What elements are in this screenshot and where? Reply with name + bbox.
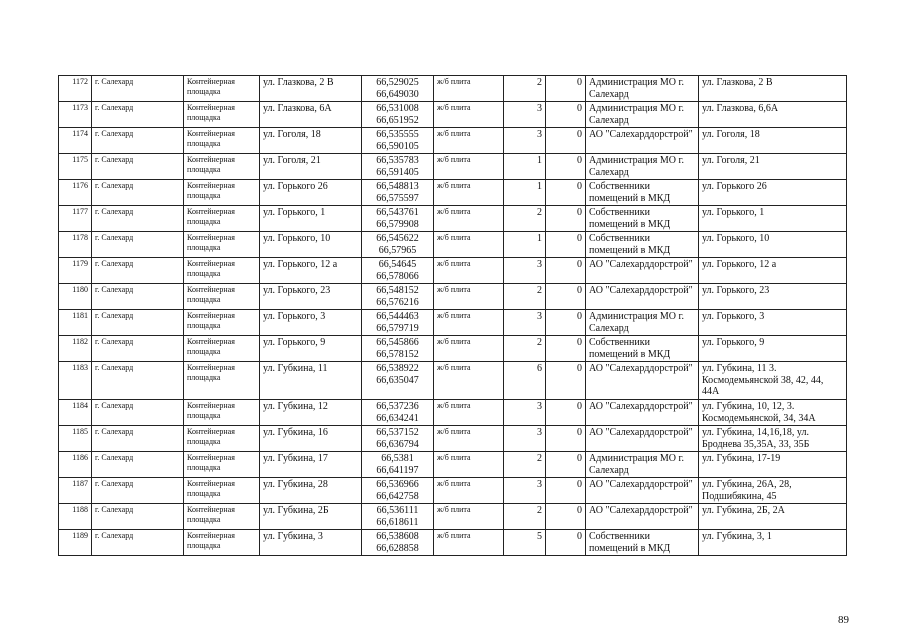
address-cell: ул. Горького, 9 bbox=[260, 336, 362, 362]
coordinate-longitude: 66,642758 bbox=[376, 490, 419, 502]
container-count-cell: 3 bbox=[504, 128, 546, 154]
coordinate-latitude: 66,537236 bbox=[376, 401, 419, 412]
site-type-cell: Контейнерная площадка bbox=[184, 336, 260, 362]
coordinates-cell bbox=[362, 180, 434, 206]
address-cell: ул. Горького, 23 bbox=[260, 284, 362, 310]
site-type-cell: Контейнерная площадка bbox=[184, 478, 260, 504]
registry-table bbox=[58, 75, 847, 556]
coordinates-cell bbox=[362, 206, 434, 232]
row-number: 1183 bbox=[59, 362, 92, 400]
city-cell: г. Салехард bbox=[92, 128, 184, 154]
container-count-cell: 3 bbox=[504, 400, 546, 426]
site-type-cell: Контейнерная площадка bbox=[184, 426, 260, 452]
coordinate-longitude: 66,575597 bbox=[376, 192, 419, 204]
city-cell: г. Салехард bbox=[92, 336, 184, 362]
city-cell: г. Салехард bbox=[92, 452, 184, 478]
owner-cell: Собственники помещений в МКД bbox=[586, 206, 699, 232]
city-cell: г. Салехард bbox=[92, 76, 184, 102]
container-count-cell: 3 bbox=[504, 478, 546, 504]
owner-cell: Собственники помещений в МКД bbox=[586, 336, 699, 362]
coordinates-cell bbox=[362, 452, 434, 478]
served-objects-cell: ул. Глазкова, 6,6А bbox=[699, 102, 847, 128]
city-cell: г. Салехард bbox=[92, 232, 184, 258]
coordinates-cell bbox=[362, 362, 434, 400]
row-number: 1179 bbox=[59, 258, 92, 284]
city-cell: г. Салехард bbox=[92, 284, 184, 310]
surface-cell: ж/б плита bbox=[434, 362, 504, 400]
city-cell: г. Салехард bbox=[92, 154, 184, 180]
address-cell: ул. Губкина, 2Б bbox=[260, 504, 362, 530]
coordinates-cell bbox=[362, 504, 434, 530]
extra-count-cell: 0 bbox=[546, 232, 586, 258]
city-cell: г. Салехард bbox=[92, 478, 184, 504]
table-row bbox=[59, 530, 847, 556]
coordinate-longitude: 66,579719 bbox=[376, 322, 419, 334]
coordinate-latitude: 66,545622 bbox=[376, 233, 419, 244]
owner-cell: АО "Салехарддорстрой" bbox=[586, 284, 699, 310]
owner-cell: Собственники помещений в МКД bbox=[586, 180, 699, 206]
served-objects-cell: ул. Горького, 3 bbox=[699, 310, 847, 336]
coordinate-latitude: 66,548152 bbox=[376, 285, 419, 296]
table-row bbox=[59, 258, 847, 284]
container-count-cell: 1 bbox=[504, 154, 546, 180]
coordinate-longitude: 66,57965 bbox=[378, 244, 417, 256]
coordinate-latitude: 66,529025 bbox=[376, 77, 419, 88]
table-row bbox=[59, 504, 847, 530]
coordinates-cell bbox=[362, 102, 434, 128]
site-type-cell: Контейнерная площадка bbox=[184, 180, 260, 206]
owner-cell: АО "Салехарддорстрой" bbox=[586, 400, 699, 426]
extra-count-cell: 0 bbox=[546, 206, 586, 232]
owner-cell: АО "Салехарддорстрой" bbox=[586, 128, 699, 154]
container-count-cell: 1 bbox=[504, 180, 546, 206]
container-count-cell: 6 bbox=[504, 362, 546, 400]
table-row bbox=[59, 206, 847, 232]
city-cell: г. Салехард bbox=[92, 400, 184, 426]
address-cell: ул. Горького, 1 bbox=[260, 206, 362, 232]
served-objects-cell: ул. Губкина, 3, 1 bbox=[699, 530, 847, 556]
page-number: 89 bbox=[838, 614, 849, 626]
extra-count-cell: 0 bbox=[546, 154, 586, 180]
surface-cell: ж/б плита bbox=[434, 504, 504, 530]
table-row bbox=[59, 310, 847, 336]
coordinate-longitude: 66,651952 bbox=[376, 114, 419, 126]
extra-count-cell: 0 bbox=[546, 76, 586, 102]
surface-cell: ж/б плита bbox=[434, 478, 504, 504]
address-cell: ул. Горького 26 bbox=[260, 180, 362, 206]
address-cell: ул. Горького, 3 bbox=[260, 310, 362, 336]
coordinates-cell bbox=[362, 400, 434, 426]
surface-cell: ж/б плита bbox=[434, 232, 504, 258]
surface-cell: ж/б плита bbox=[434, 530, 504, 556]
site-type-cell: Контейнерная площадка bbox=[184, 76, 260, 102]
owner-cell: Администрация МО г. Салехард bbox=[586, 452, 699, 478]
owner-cell: АО "Салехарддорстрой" bbox=[586, 258, 699, 284]
coordinate-latitude: 66,538922 bbox=[376, 363, 419, 374]
row-number: 1186 bbox=[59, 452, 92, 478]
coordinate-latitude: 66,536111 bbox=[376, 505, 419, 516]
surface-cell: ж/б плита bbox=[434, 310, 504, 336]
address-cell: ул. Горького, 12 а bbox=[260, 258, 362, 284]
coordinate-longitude: 66,636794 bbox=[376, 438, 419, 450]
owner-cell: АО "Салехарддорстрой" bbox=[586, 504, 699, 530]
coordinates-cell bbox=[362, 76, 434, 102]
coordinate-longitude: 66,579908 bbox=[376, 218, 419, 230]
row-number: 1182 bbox=[59, 336, 92, 362]
extra-count-cell: 0 bbox=[546, 102, 586, 128]
address-cell: ул. Губкина, 11 bbox=[260, 362, 362, 400]
site-type-cell: Контейнерная площадка bbox=[184, 530, 260, 556]
site-type-cell: Контейнерная площадка bbox=[184, 504, 260, 530]
site-type-cell: Контейнерная площадка bbox=[184, 128, 260, 154]
row-number: 1185 bbox=[59, 426, 92, 452]
served-objects-cell: ул. Горького, 9 bbox=[699, 336, 847, 362]
surface-cell: ж/б плита bbox=[434, 452, 504, 478]
site-type-cell: Контейнерная площадка bbox=[184, 206, 260, 232]
coordinates-cell bbox=[362, 284, 434, 310]
container-count-cell: 5 bbox=[504, 530, 546, 556]
container-count-cell: 2 bbox=[504, 452, 546, 478]
table-row bbox=[59, 284, 847, 310]
coordinate-longitude: 66,590105 bbox=[376, 140, 419, 152]
extra-count-cell: 0 bbox=[546, 180, 586, 206]
table-row bbox=[59, 426, 847, 452]
coordinate-latitude: 66,545866 bbox=[376, 337, 419, 348]
container-count-cell: 3 bbox=[504, 426, 546, 452]
owner-cell: АО "Салехарддорстрой" bbox=[586, 478, 699, 504]
container-count-cell: 2 bbox=[504, 284, 546, 310]
site-type-cell: Контейнерная площадка bbox=[184, 102, 260, 128]
owner-cell: Собственники помещений в МКД bbox=[586, 232, 699, 258]
extra-count-cell: 0 bbox=[546, 284, 586, 310]
extra-count-cell: 0 bbox=[546, 400, 586, 426]
served-objects-cell: ул. Губкина, 14,16,18, ул. Броднева 35,35А, 33, 35Б bbox=[699, 426, 847, 452]
row-number: 1189 bbox=[59, 530, 92, 556]
city-cell: г. Салехард bbox=[92, 504, 184, 530]
address-cell: ул. Губкина, 17 bbox=[260, 452, 362, 478]
coordinates-cell bbox=[362, 478, 434, 504]
table-row bbox=[59, 154, 847, 180]
owner-cell: Администрация МО г. Салехард bbox=[586, 154, 699, 180]
table-row bbox=[59, 128, 847, 154]
coordinate-latitude: 66,536966 bbox=[376, 479, 419, 490]
extra-count-cell: 0 bbox=[546, 128, 586, 154]
row-number: 1187 bbox=[59, 478, 92, 504]
coordinate-latitude: 66,537152 bbox=[376, 427, 419, 438]
container-count-cell: 2 bbox=[504, 504, 546, 530]
coordinate-longitude: 66,578066 bbox=[376, 270, 419, 282]
site-type-cell: Контейнерная площадка bbox=[184, 232, 260, 258]
surface-cell: ж/б плита bbox=[434, 154, 504, 180]
row-number: 1176 bbox=[59, 180, 92, 206]
owner-cell: Администрация МО г. Салехард bbox=[586, 310, 699, 336]
table-body bbox=[59, 76, 847, 556]
owner-cell: Администрация МО г. Салехард bbox=[586, 102, 699, 128]
served-objects-cell: ул. Горького, 10 bbox=[699, 232, 847, 258]
surface-cell: ж/б плита bbox=[434, 258, 504, 284]
container-count-cell: 2 bbox=[504, 206, 546, 232]
city-cell: г. Салехард bbox=[92, 310, 184, 336]
table-row bbox=[59, 478, 847, 504]
container-count-cell: 1 bbox=[504, 232, 546, 258]
served-objects-cell: ул. Гоголя, 18 bbox=[699, 128, 847, 154]
served-objects-cell: ул. Губкина, 11 3. Космодемьянской 38, 42, 44, 44А bbox=[699, 362, 847, 400]
surface-cell: ж/б плита bbox=[434, 128, 504, 154]
coordinate-longitude: 66,591405 bbox=[376, 166, 419, 178]
coordinates-cell bbox=[362, 232, 434, 258]
table-row bbox=[59, 362, 847, 400]
site-type-cell: Контейнерная площадка bbox=[184, 284, 260, 310]
site-type-cell: Контейнерная площадка bbox=[184, 362, 260, 400]
owner-cell: АО "Салехарддорстрой" bbox=[586, 426, 699, 452]
coordinate-latitude: 66,543761 bbox=[376, 207, 419, 218]
owner-cell: АО "Салехарддорстрой" bbox=[586, 362, 699, 400]
surface-cell: ж/б плита bbox=[434, 284, 504, 310]
coordinates-cell bbox=[362, 154, 434, 180]
coordinate-longitude: 66,628858 bbox=[376, 542, 419, 554]
served-objects-cell: ул. Горького, 1 bbox=[699, 206, 847, 232]
surface-cell: ж/б плита bbox=[434, 180, 504, 206]
row-number: 1178 bbox=[59, 232, 92, 258]
coordinate-latitude: 66,535555 bbox=[376, 129, 419, 140]
table-row bbox=[59, 180, 847, 206]
row-number: 1181 bbox=[59, 310, 92, 336]
coordinate-longitude: 66,649030 bbox=[376, 88, 419, 100]
extra-count-cell: 0 bbox=[546, 426, 586, 452]
coordinate-latitude: 66,5381 bbox=[381, 453, 414, 464]
coordinate-latitude: 66,538608 bbox=[376, 531, 419, 542]
address-cell: ул. Губкина, 28 bbox=[260, 478, 362, 504]
coordinate-longitude: 66,578152 bbox=[376, 348, 419, 360]
city-cell: г. Салехард bbox=[92, 426, 184, 452]
table-row bbox=[59, 336, 847, 362]
extra-count-cell: 0 bbox=[546, 452, 586, 478]
address-cell: ул. Губкина, 16 bbox=[260, 426, 362, 452]
site-type-cell: Контейнерная площадка bbox=[184, 310, 260, 336]
address-cell: ул. Горького, 10 bbox=[260, 232, 362, 258]
served-objects-cell: ул. Гоголя, 21 bbox=[699, 154, 847, 180]
address-cell: ул. Губкина, 3 bbox=[260, 530, 362, 556]
city-cell: г. Салехард bbox=[92, 530, 184, 556]
extra-count-cell: 0 bbox=[546, 336, 586, 362]
served-objects-cell: ул. Губкина, 26А, 28, Подшибякина, 45 bbox=[699, 478, 847, 504]
container-count-cell: 3 bbox=[504, 102, 546, 128]
extra-count-cell: 0 bbox=[546, 504, 586, 530]
coordinate-longitude: 66,641197 bbox=[376, 464, 419, 476]
coordinate-longitude: 66,635047 bbox=[376, 374, 419, 386]
surface-cell: ж/б плита bbox=[434, 76, 504, 102]
extra-count-cell: 0 bbox=[546, 310, 586, 336]
served-objects-cell: ул. Губкина, 17-19 bbox=[699, 452, 847, 478]
coordinate-longitude: 66,576216 bbox=[376, 296, 419, 308]
table-row bbox=[59, 400, 847, 426]
row-number: 1184 bbox=[59, 400, 92, 426]
served-objects-cell: ул. Глазкова, 2 В bbox=[699, 76, 847, 102]
surface-cell: ж/б плита bbox=[434, 336, 504, 362]
coordinate-longitude: 66,618611 bbox=[376, 516, 419, 528]
coordinate-latitude: 66,531008 bbox=[376, 103, 419, 114]
coordinates-cell bbox=[362, 530, 434, 556]
coordinates-cell bbox=[362, 310, 434, 336]
served-objects-cell: ул. Горького, 12 а bbox=[699, 258, 847, 284]
served-objects-cell: ул. Горького 26 bbox=[699, 180, 847, 206]
coordinate-latitude: 66,54645 bbox=[378, 259, 417, 270]
container-count-cell: 2 bbox=[504, 336, 546, 362]
address-cell: ул. Губкина, 12 bbox=[260, 400, 362, 426]
extra-count-cell: 0 bbox=[546, 362, 586, 400]
surface-cell: ж/б плита bbox=[434, 206, 504, 232]
coordinate-latitude: 66,548813 bbox=[376, 181, 419, 192]
surface-cell: ж/б плита bbox=[434, 102, 504, 128]
container-count-cell: 3 bbox=[504, 258, 546, 284]
city-cell: г. Салехард bbox=[92, 206, 184, 232]
site-type-cell: Контейнерная площадка bbox=[184, 452, 260, 478]
surface-cell: ж/б плита bbox=[434, 426, 504, 452]
row-number: 1180 bbox=[59, 284, 92, 310]
address-cell: ул. Гоголя, 21 bbox=[260, 154, 362, 180]
extra-count-cell: 0 bbox=[546, 530, 586, 556]
table-row bbox=[59, 452, 847, 478]
city-cell: г. Салехард bbox=[92, 258, 184, 284]
coordinate-latitude: 66,535783 bbox=[376, 155, 419, 166]
city-cell: г. Салехард bbox=[92, 180, 184, 206]
coordinates-cell bbox=[362, 258, 434, 284]
coordinates-cell bbox=[362, 426, 434, 452]
table-row bbox=[59, 102, 847, 128]
row-number: 1177 bbox=[59, 206, 92, 232]
city-cell: г. Салехард bbox=[92, 362, 184, 400]
coordinate-longitude: 66,634241 bbox=[376, 412, 419, 424]
table-row bbox=[59, 76, 847, 102]
coordinates-cell bbox=[362, 128, 434, 154]
coordinate-latitude: 66,544463 bbox=[376, 311, 419, 322]
coordinates-cell bbox=[362, 336, 434, 362]
served-objects-cell: ул. Губкина, 10, 12, 3. Космодемьянской, 34, 34А bbox=[699, 400, 847, 426]
surface-cell: ж/б плита bbox=[434, 400, 504, 426]
owner-cell: Собственники помещений в МКД bbox=[586, 530, 699, 556]
site-type-cell: Контейнерная площадка bbox=[184, 258, 260, 284]
served-objects-cell: ул. Горького, 23 bbox=[699, 284, 847, 310]
extra-count-cell: 0 bbox=[546, 258, 586, 284]
row-number: 1188 bbox=[59, 504, 92, 530]
owner-cell: Администрация МО г. Салехард bbox=[586, 76, 699, 102]
row-number: 1172 bbox=[59, 76, 92, 102]
row-number: 1173 bbox=[59, 102, 92, 128]
city-cell: г. Салехард bbox=[92, 102, 184, 128]
table-row bbox=[59, 232, 847, 258]
container-count-cell: 3 bbox=[504, 310, 546, 336]
address-cell: ул. Гоголя, 18 bbox=[260, 128, 362, 154]
address-cell: ул. Глазкова, 2 В bbox=[260, 76, 362, 102]
site-type-cell: Контейнерная площадка bbox=[184, 400, 260, 426]
container-count-cell: 2 bbox=[504, 76, 546, 102]
row-number: 1175 bbox=[59, 154, 92, 180]
site-type-cell: Контейнерная площадка bbox=[184, 154, 260, 180]
served-objects-cell: ул. Губкина, 2Б, 2А bbox=[699, 504, 847, 530]
extra-count-cell: 0 bbox=[546, 478, 586, 504]
address-cell: ул. Глазкова, 6А bbox=[260, 102, 362, 128]
row-number: 1174 bbox=[59, 128, 92, 154]
